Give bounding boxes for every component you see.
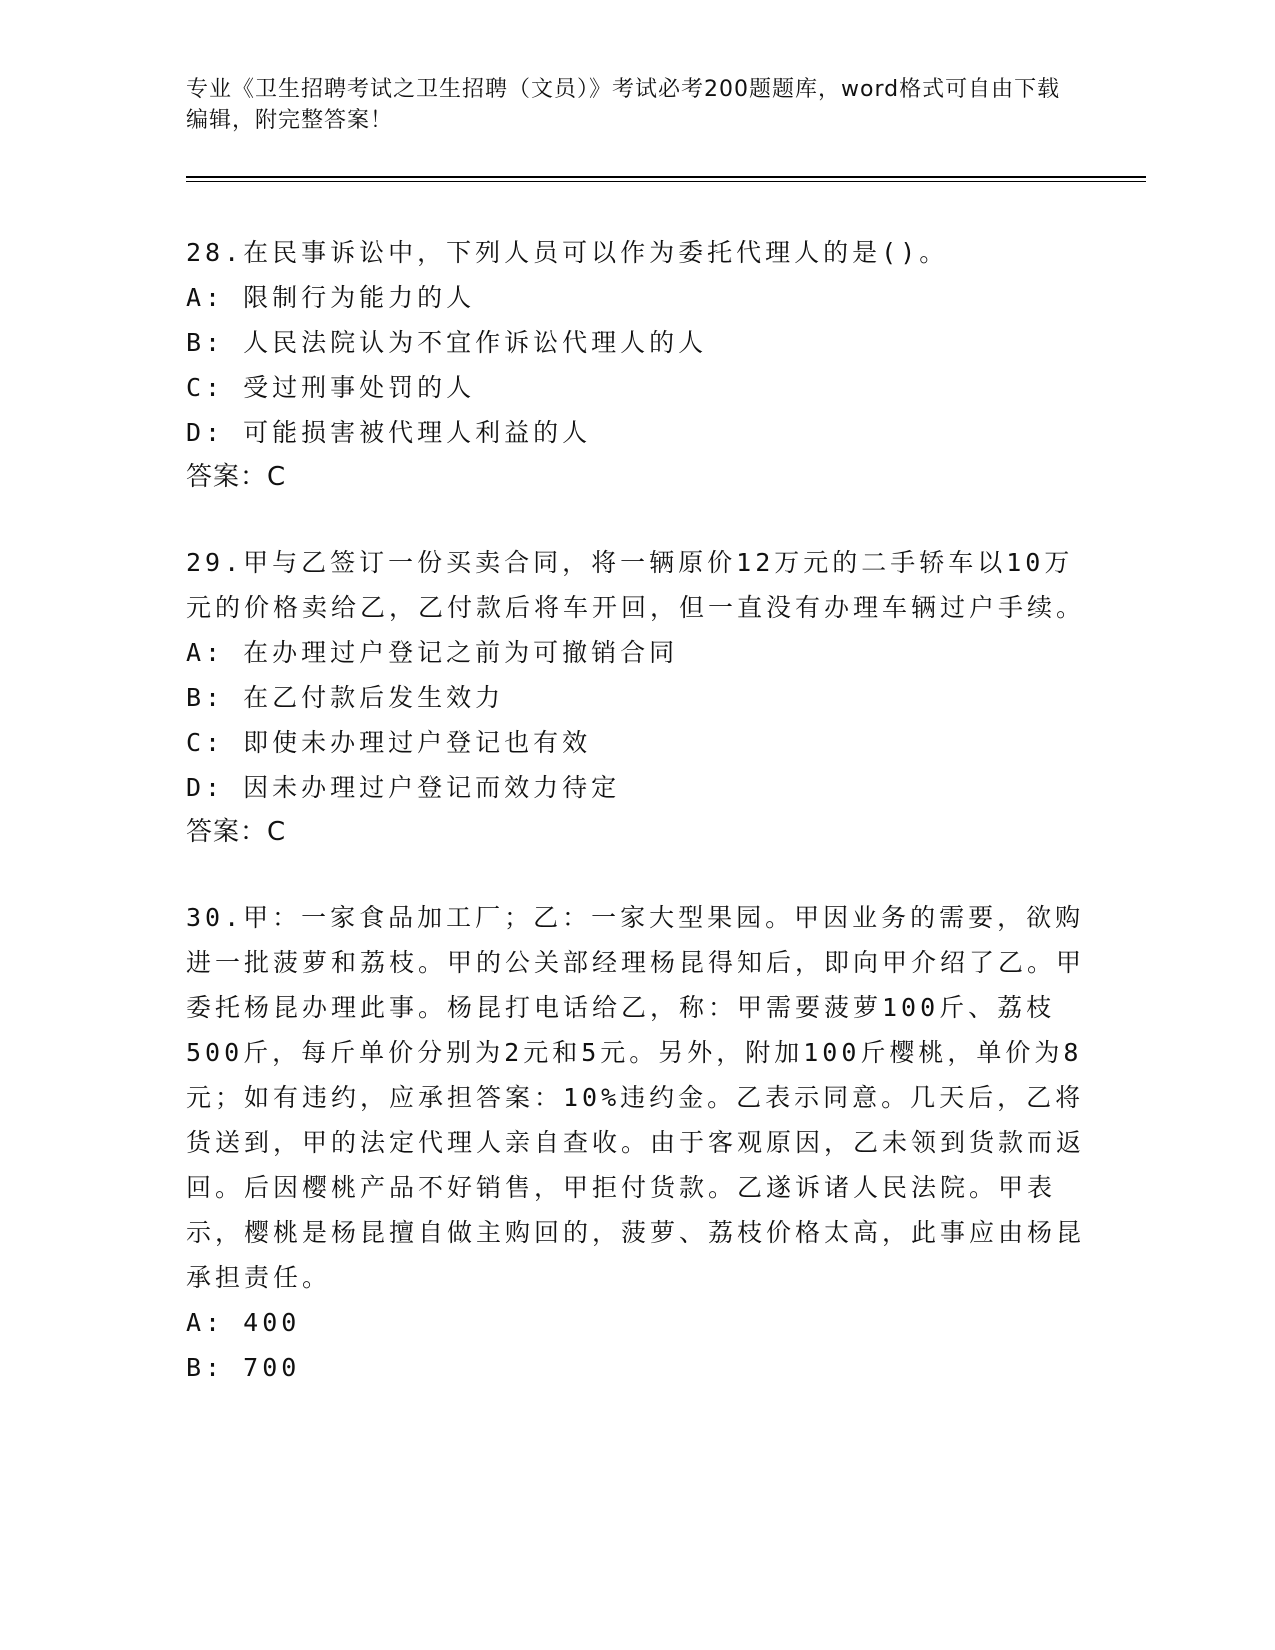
question-stem: 29.甲与乙签订一份买卖合同，将一辆原价12万元的二手轿车以10万元的价格卖给乙，乙付款后将车开回，但一直没有办理车辆过户手续。 [186, 548, 1086, 622]
question-29 [186, 540, 1086, 855]
question-list [186, 230, 1086, 1430]
answer: 答案：C [186, 817, 287, 847]
document-header [186, 74, 1066, 136]
option-d: D: 可能损害被代理人利益的人 [186, 418, 592, 447]
option-b: B: 人民法院认为不宜作诉讼代理人的人 [186, 328, 708, 357]
option-c: C: 受过刑事处罚的人 [186, 373, 476, 402]
header-intro: 专业《卫生招聘考试之卫生招聘（文员）》考试必考200题题库，word格式可自由下载编辑，附完整答案！ [186, 77, 1061, 133]
option-d: D: 因未办理过户登记而效力待定 [186, 773, 621, 802]
question-stem: 30.甲：一家食品加工厂；乙：一家大型果园。甲因业务的需要，欲购进一批菠萝和荔枝。甲的公关部经理杨昆得知后，即向甲介绍了乙。甲委托杨昆办理此事。杨昆打电话给乙，称：甲需要菠萝100斤、荔枝500斤，每斤单价分别为2元和5元。另外，附加100斤樱桃，单价为8元；如有违约，应承担答案：10%违约金。乙表示同意。几天后，乙将货送到，甲的法定代理人亲自查收。由于客观原因，乙未领到货款而返回。后因樱桃产品不好销售，甲拒付货款。乙遂诉诸人民法院。甲表示，樱桃是杨昆擅自做主购回的，菠萝、荔枝价格太高，此事应由杨昆承担责任。 [186, 903, 1086, 1292]
answer: 答案：C [186, 462, 287, 492]
header-divider-thin [186, 181, 1146, 182]
option-b: B: 在乙付款后发生效力 [186, 683, 505, 712]
option-c: C: 即使未办理过户登记也有效 [186, 728, 592, 757]
option-a: A: 在办理过户登记之前为可撤销合同 [186, 638, 679, 667]
question-stem: 28.在民事诉讼中，下列人员可以作为委托代理人的是()。 [186, 238, 949, 267]
header-divider-thick [186, 176, 1146, 178]
option-a: A: 400 [186, 1308, 301, 1337]
question-30 [186, 895, 1086, 1390]
question-28 [186, 230, 1086, 500]
option-a: A: 限制行为能力的人 [186, 283, 476, 312]
option-b: B: 700 [186, 1353, 301, 1382]
